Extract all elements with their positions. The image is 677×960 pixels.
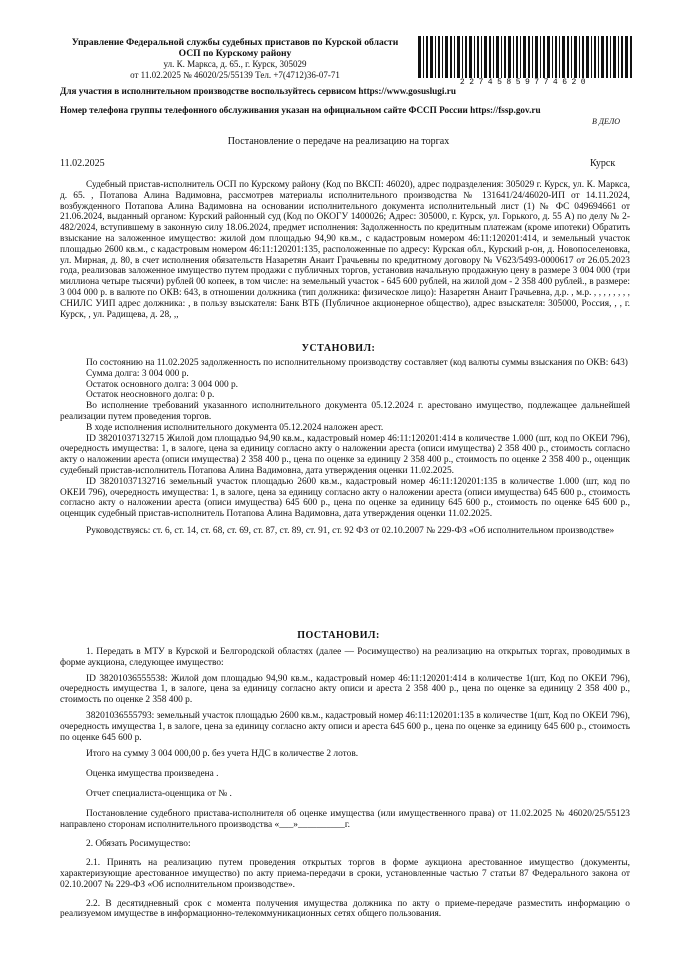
lot-land: 38201036555793: земельный участок площадью 2600 кв.м., кадастровый номер 46:11:120201:135 в количестве 1(шт, Код по ОКЕИ 796), очередность имущества 1, в залоге, цена за единицу согласно акту описи и ареста 645 600 р., цена по оценке за единицу 645 600 р., стоимость по оценке 645 600 р. [60,710,630,743]
document-city: Курск [590,158,616,169]
obligation-heading: 2. Обязать Росимущество: [86,839,191,850]
barcode-number: 22745859774620 [459,78,591,87]
transfer-clause: 1. Передать в МТУ в Курской и Белгородской областях (далее — Росимущество) на реализацию на открытых торгах, проводимых в форме аукциона, следующее имущество: [60,647,630,668]
valuation-decree: Постановление судебного пристава-исполнителя об оценке имущества (или имущественного права) от 11.02.2025 № 46020/25/55123 направлено сторонам исполнительного производства «___»__________г. [60,808,630,830]
appraiser-report: Отчет специалиста-оценщика от № . [86,788,232,799]
postanovil-heading: ПОСТАНОВИЛ: [297,630,380,641]
total-sum: Итого на сумму 3 004 000,00 р. без учета НДС в количестве 2 лотов. [86,749,359,760]
issuer-org: Управление Федеральной службы судебных приставов по Курской области [71,37,399,48]
issuer-address: ул. К. Маркса, д. 65., г. Курск, 305029 [163,59,307,69]
lot-house: ID 38201036555538: Жилой дом площадью 94,90 кв.м., кадастровый номер 46:11:120201:414 в количестве 1(шт, Код по ОКЕИ 796), очередность имущества 1, в залоге, цена за единицу согласно акту описи и ареста 2 358 400 р., цена по оценке за единицу 2 358 400 р., стоимость по оценке 2 358 400 р. [60,673,630,706]
issuer-division: ОСП по Курскому району [178,47,292,59]
document-date: 11.02.2025 [60,158,105,169]
barcode-image [418,36,632,78]
v-delo-mark: В ДЕЛО [592,117,621,126]
legal-basis: Руководствуясь: ст. 6, ст. 14, ст. 68, ст. 69, ст. 87, ст. 89, ст. 91, ст. 92 ФЗ от 02.10.2007 № 229-ФЗ «Об исполнительном производстве» [86,525,615,536]
property-land: ID 38201037132716 земельный участок площадью 2600 кв.м., кадастровый номер 46:11:120201:135 в количестве 1.000 (шт, код по ОКЕИ 796), очередность имущества: 1, в залоге, цена за единицу согласно акту о наложении ареста (описи имущества) 645 600 р., стоимость согласно акту о наложении ареста (описи имущества) 645 600 р., цена по оценке за единицу 645 600 р., стоимость по оценке 645 600 р., оценщик судебный пристав-исполнитель Потапова Алина Вадимовна, дата утверждения оценки 11.02.2025. [60,476,630,520]
arrest-paragraph: Во исполнение требований указанного исполнительного документа 05.12.2024 г. арестовано имущество, подлежащее дальнейшей реализации путем проведения торгов. [60,401,630,422]
debt-sum: Сумма долга: 3 004 000 р. [86,368,189,379]
issuer-reg: от 11.02.2025 № 46020/25/55139 Тел. +7(4712)36-07-71 [130,69,340,80]
debt-status: По состоянию на 11.02.2025 задолженность по исполнительному производству составляет (код валюты суммы взыскания по ОКВ: 643) [86,358,628,368]
obligation-2-1: 2.1. Принять на реализацию путем проведения открытых торгов в форме аукциона арестованное имущество (документы, характеризующие арестованное имущество) по акту приема-передачи в сроки, установленные частью 7 статьи 87 Федерального закона от 02.10.2007 № 229-ФЗ «Об исполнительном производстве». [60,858,630,890]
gosuslugi-note: Для участия в исполнительном производстве воспользуйтесь сервисом https://www.gosuslugi.ru [60,86,456,96]
document-title: Постановление о передаче на реализацию на торгах [227,136,450,147]
issuer-header [60,38,410,80]
ustanovil-section [60,358,630,537]
intro-paragraph: Судебный пристав-исполнитель ОСП по Курскому району (Код по ВКСП: 46020), адрес подразделения: 305029 г. Курск, ул. К. Маркса, д. 65. , Потапова Алина Вадимовна, рассмотрев материалы исполнительного производства № 131641/24/46020-ИП от 14.11.2024, возбужденного Потаповa Алина Вадимовна на основании исполнительного документа исполнительный лист (1) № ФС 049694661 от 21.06.2024, выданный органом: Курский районный суд (Код по ОКОГУ 1400026; Адрес: 305000, г. Курск, ул. Горького, д. 55 А) по делу № 2-482/2024, вступившему в законную силу 18.06.2024, предмет исполнения: Задолженность по кредитным платежам (кроме ипотеки) Обратить взыскание на заложенное имущество: жилой дом площадью 94,90 кв.м., с кадастровым номером 46:11:120201:414, и земельный участок площадью 2600 кв.м., с кадастровым номером 46:11:120201:135, расположенные по адресу: Курская обл., Курский р-он, д. Новопоселеновка, ул. Мирная, д. 80, в счет исполнения обязательств Назаретян Анаит Грачьевны по кредитному договору № V623/5493-0000617 от 26.05.2023 года, реализовав заложенное имущество путем продажи с публичных торгов, установив начальную продажную цену в размере 3 004 000 (три миллиона четыре тысячи) рублей 00 копеек, в том числе: на земельный участок - 645 600 рублей, на жилой дом - 2 358 400 рублей., в размере: 3 004 000 р. в валюте по ОКВ: 643, в отношении должника (тип должника: физическое лицо): Назаретян Анаит Грачьевна, д.р. , м.р. , , , , , , , , СНИЛС УИП адрес должника: , в пользу взыскателя: Банк ВТБ (Публичное акционерное общество), адрес взыскателя: 305000, Россия, , , г. Курск, , ул. Радищева, д. 28, ,, [60,180,630,320]
debt-main-rest: Остаток основного долга: 3 004 000 р. [86,379,239,390]
debt-other-rest: Остаток неосновного долга: 0 р. [86,390,215,401]
property-house: ID 38201037132715 Жилой дом площадью 94,90 кв.м., кадастровый номер 46:11:120201:414 в количестве 1.000 (шт, код по ОКЕИ 796), очередность имущества: 1, в залоге, цена за единицу согласно акту о наложении ареста (описи имущества) 2 358 400 р., стоимость согласно акту о наложении ареста (описи имущества) 2 358 400 р., цена по оценке за единицу 2 358 400 р., стоимость по оценке 2 358 400 р., оценщик судебный пристав-исполнитель Потапова Алина Вадимовна, дата утверждения оценки 11.02.2025. [60,433,630,476]
arrest-date: В ходе исполнения исполнительного документа 05.12.2024 наложен арест. [86,422,384,433]
obligation-2-2: 2.2. В десятидневный срок с момента получения имущества должника по акту о приеме-передаче разместить информацию о реализуемом имуществе в информационно-телекоммуникационных сетях общего пользования. [60,898,630,920]
phone-note: Номер телефона группы телефонного обслуживания указан на официальном сайте ФССП России https://fssp.gov.ru [60,105,541,115]
ustanovil-heading: УСТАНОВИЛ: [301,343,376,354]
postanovil-section [60,647,630,920]
valuation-done: Оценка имущества произведена . [86,769,219,780]
